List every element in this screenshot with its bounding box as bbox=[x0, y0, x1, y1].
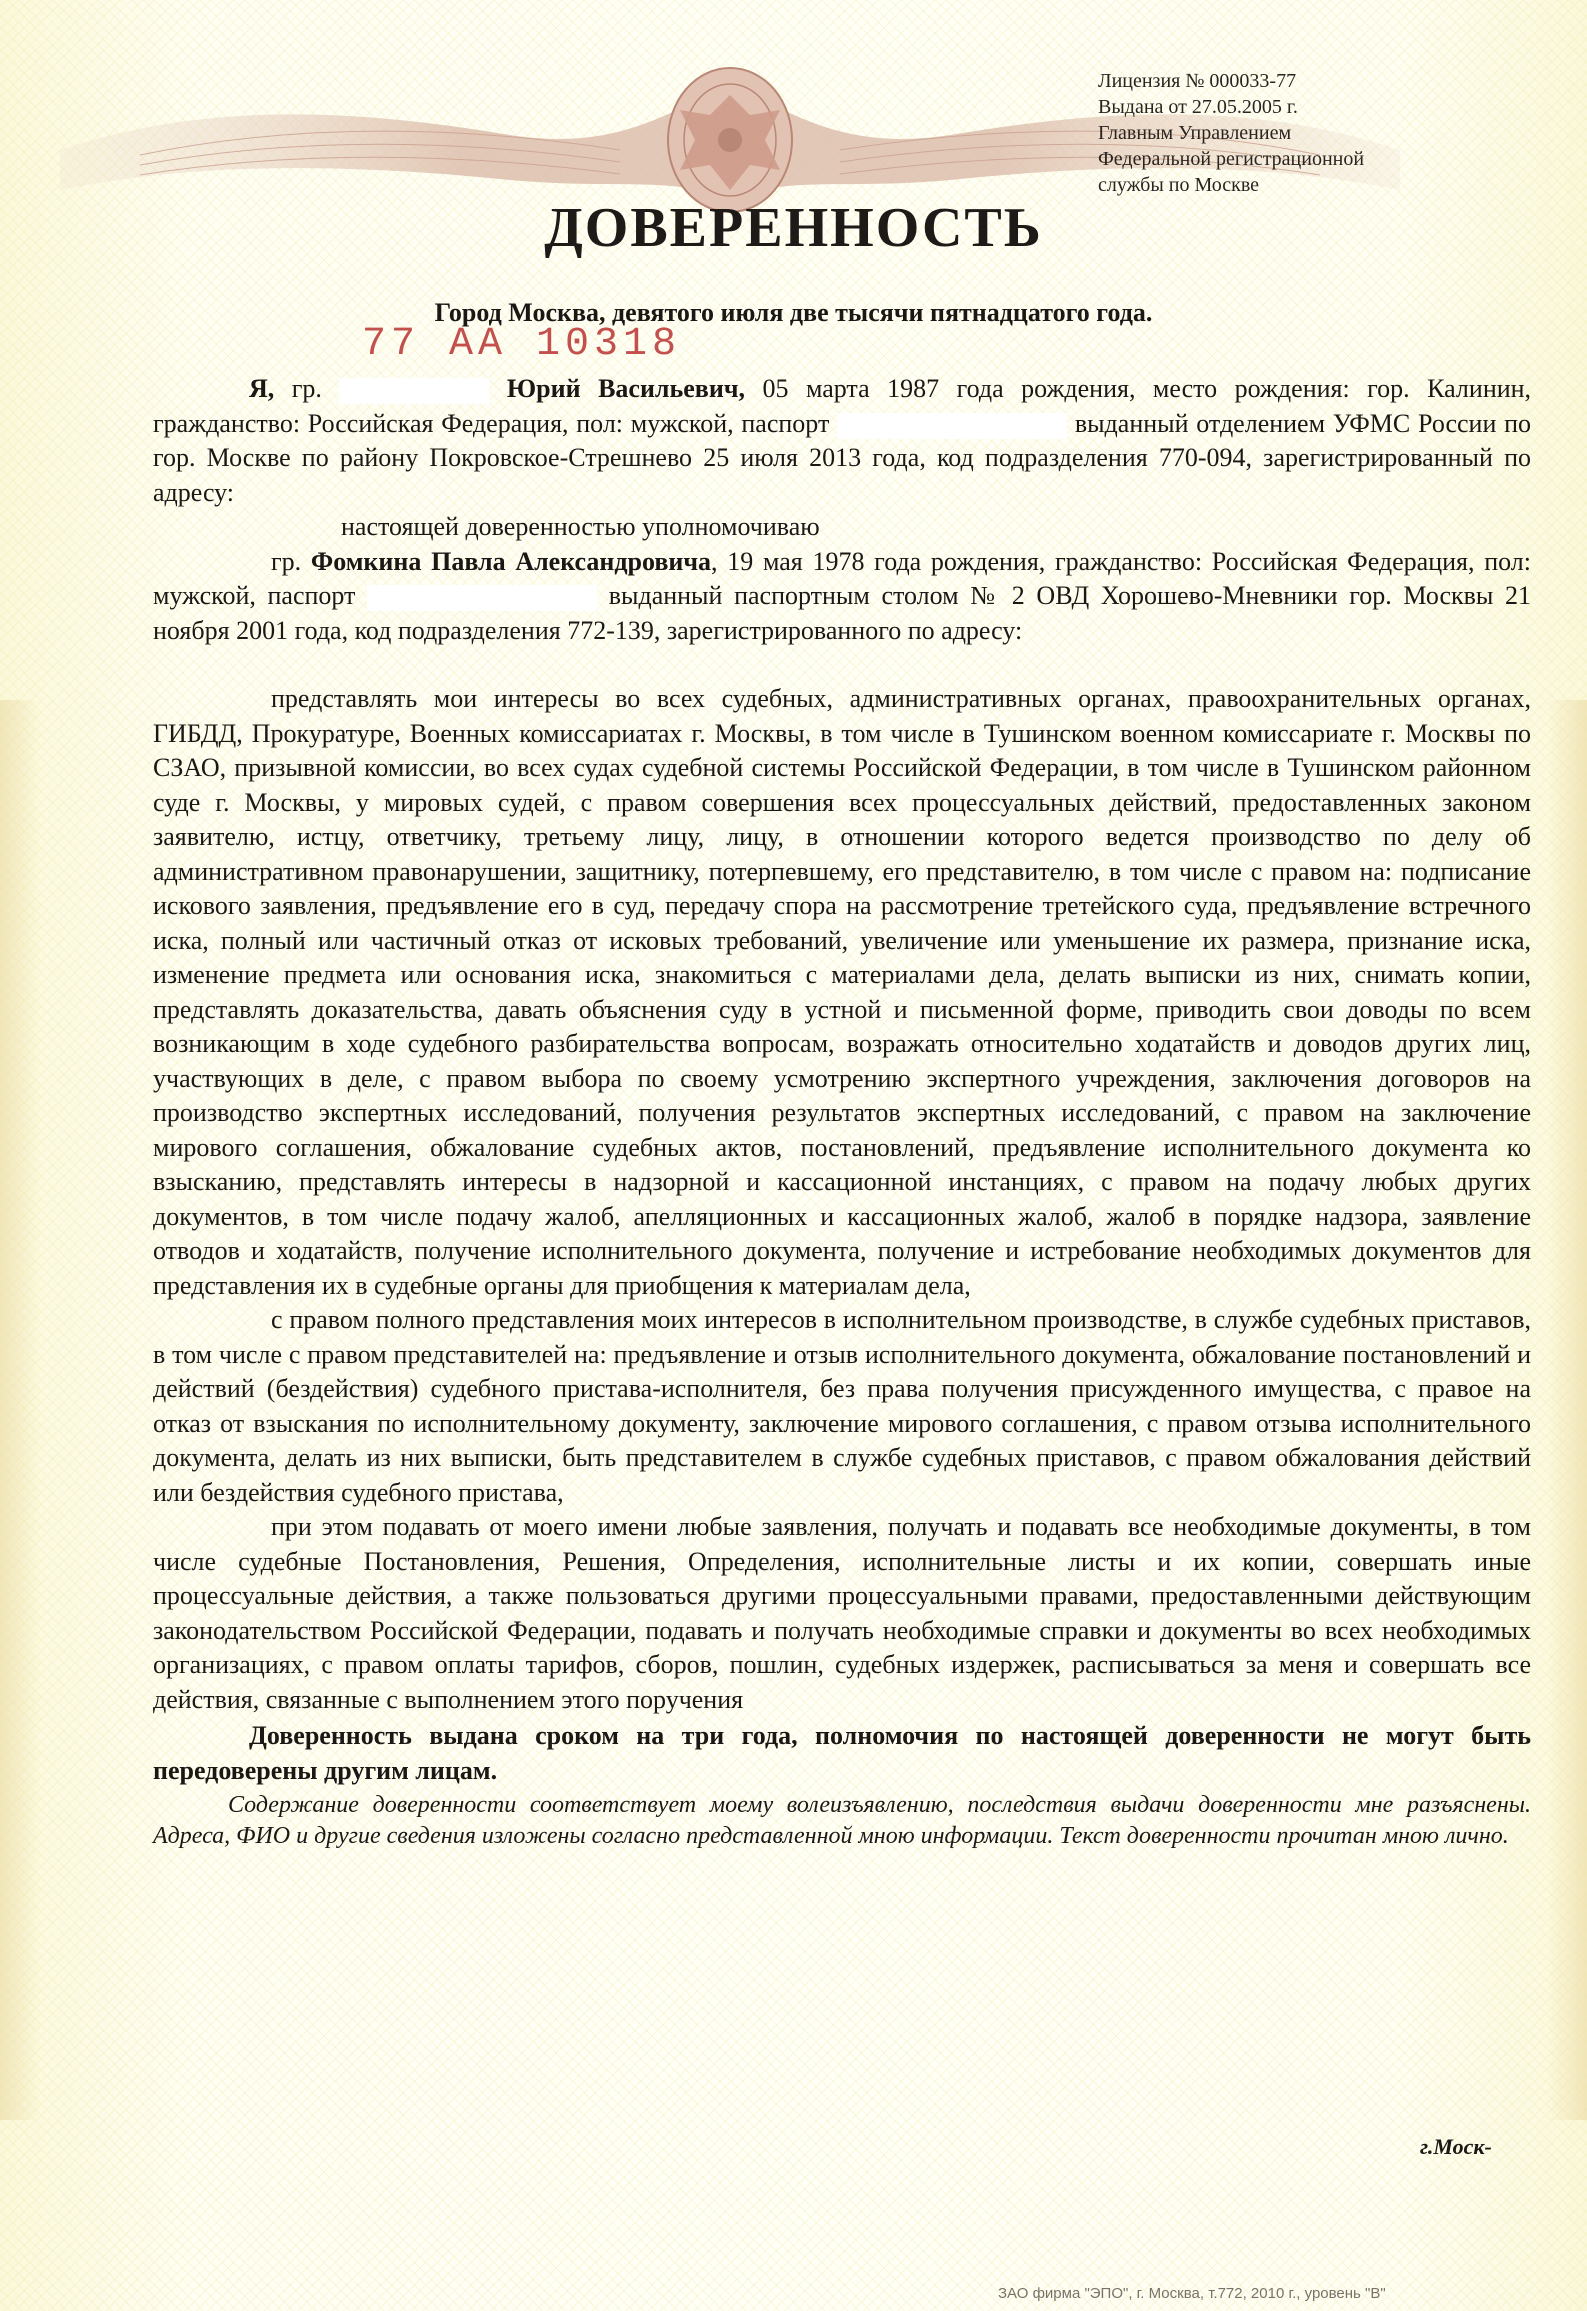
eagle-emblem-icon bbox=[668, 68, 792, 212]
license-block bbox=[1098, 68, 1428, 198]
license-line: Главным Управлением bbox=[1098, 122, 1292, 144]
principal-name: Юрий Васильевич, bbox=[506, 374, 745, 403]
serial-number: 77 АА 10318 bbox=[362, 322, 682, 367]
redacted-passport bbox=[837, 413, 1067, 439]
principal-paragraph: Я, гр. Юрий Васильевич, 05 марта 1987 года рождения, место рождения: гор. Калинин, гражданство: Российская Федерация, пол: мужской, паспорт выданный отделением УФМС России по гор. Москве по району Покровское-Стрешнево 25 июля 2013 года, код подразделения 770-094, зарегистрированный по адресу: bbox=[153, 374, 1532, 507]
license-line: Лицензия № 000033-77 bbox=[1098, 70, 1297, 92]
authorize-line: настоящей доверенностью уполномочиваю bbox=[341, 512, 820, 541]
redacted-surname bbox=[339, 378, 489, 404]
agent-paragraph: гр. Фомкина Павла Александровича, 19 мая 1978 года рождения, гражданство: Российская Федерация, пол: мужской, паспорт выданный паспортным столом № 2 ОВД Хорошево-Мневники гор. Москвы 21 ноября 2001 года, код подразделения 772-139, зарегистрированного по адресу: bbox=[153, 546, 1532, 645]
redacted-passport bbox=[367, 585, 597, 611]
document-title: ДОВЕРЕННОСТЬ bbox=[544, 197, 1043, 259]
redacted-address bbox=[153, 648, 1531, 682]
principal-lead: Я, bbox=[249, 374, 275, 403]
agent-name: Фомкина Павла Александровича bbox=[310, 546, 712, 576]
note-paragraph: Содержание доверенности соответствует моему волеизъявлению, последствия выдачи доверенности мне разъяснены. Адреса, ФИО и другие сведения изложены согласно представленной мною информации. Текст доверенности прочитан мною лично. bbox=[153, 1792, 1531, 1849]
scroll-edge-right bbox=[1547, 700, 1587, 2120]
license-line: службы по Москве bbox=[1098, 174, 1260, 196]
powers-paragraph: при этом подавать от моего имени любые заявления, получать и подавать все необходимые документы, в том числе судебные Постановления, Решения, Определения, исполнительные листы и их копии, совершать иные процессуальные действия, а также пользоваться другими процессуальными правами, предоставленными действующим законодательством Российской Федерации, подавать и получать необходимые справки и документы во всех необходимых организациях, с правом оплаты тарифов, сборов, пошлин, судебных издержек, расписываться за меня и совершать все действия, связанные с выполнением этого поручения bbox=[153, 1512, 1531, 1714]
powers-paragraph: с правом полного представления моих интересов в исполнительном производстве, в службе судебных приставов, в том числе с правом представителей на: предъявление и отзыв исполнительного документа, обжалование постановлений и действий (бездействия) судебного пристава-исполнителя, без права получения присужденного имущества, с правое на отказ от взыскания по исполнительному документу, заключение мирового соглашения, с правом отзыва исполнительного документа, делать из них выписки, быть представителем в службе судебных приставов, с правом обжалования действий или бездействия судебного пристава, bbox=[153, 1305, 1531, 1507]
license-line: Выдана от 27.05.2005 г. bbox=[1098, 96, 1298, 118]
printer-imprint: ЗАО фирма "ЭПО", г. Москва, т.772, 2010 г., уровень "В" bbox=[998, 2285, 1386, 2302]
powers-paragraph: представлять мои интересы во всех судебных, административных органах, правоохранительных органах, ГИБДД, Прокуратуре, Военных комиссариатах г. Москвы, в том числе в Тушинском военном комиссариате г. Москвы по СЗАО, призывной комиссии, во всех судах судебной системы Российской Федерации, в том числе в Тушинском районном суде г. Москвы, у мировых судей, с правом совершения всех процессуальных действий, предоставленных законом заявителю, истцу, ответчику, третьему лицу, лицу, в отношении которого ведется производство по делу об административном правонарушении, защитнику, потерпевшему, его представителю, в том числе с правом на: подписание искового заявления, предъявление его в суд, передачу спора на рассмотрение третейского суда, предъявление встречного иска, полный или частичный отказ от исковых требований, увеличение или уменьшение их размера, признание иска, изменение предмета или основания иска, знакомиться с материалами дела, делать выписки из них, снимать копии, представлять доказательства, давать объяснения суду в устной и письменной форме, приводить свои доводы по всем возникающим в ходе судебного разбирательства вопросам, возражать относительно ходатайств и доводов других лиц, участвующих в деле, с правом выбора по своему усмотрению экспертного учреждения, заключения договоров на производство экспертных исследований, получения результатов экспертных исследований, с правом на заключение мирового соглашения, обжалование судебных актов, постановлений, предъявление исполнительного документа ко взысканию, представлять интересы в надзорной и кассационной инстанциях, с правом на подачу любых других документов, в том числе подачу жалоб, апелляционных и кассационных жалоб, жалоб в порядке надзора, заявление отводов и ходатайств, получение исполнительного документа, получение и истребование необходимых документов для представления их в судебные органы для приобщения к материалам дела, bbox=[153, 684, 1531, 1300]
license-line: Федеральной регистрационной bbox=[1098, 148, 1365, 170]
principal-issued: выданный отделением УФМС России по гор. Москве по району Покровское-Стрешнево 25 июля 2013 года, код подразделения 770-094, зарегистрированный по адресу: bbox=[153, 408, 1532, 507]
city-date-line: Город Москва, девятого июля две тысячи пятнадцатого года. bbox=[434, 298, 1153, 327]
scroll-edge-left bbox=[0, 700, 40, 2120]
document-body bbox=[153, 372, 1531, 1852]
city-continuation: г.Моск- bbox=[1420, 2134, 1492, 2159]
agent-details: , 19 мая 1978 года рождения, гражданство: Российская Федерация, пол: мужской, паспорт bbox=[153, 546, 1531, 610]
term-paragraph: Доверенность выдана сроком на три года, полномочия по настоящей доверенности не могут быть передоверены другим лицам. bbox=[153, 1721, 1531, 1785]
agent-issued: выданный паспортным столом № 2 ОВД Хорошево-Мневники гор. Москвы 21 ноября 2001 года, код подразделения 772-139, зарегистрированного по адресу: bbox=[153, 581, 1532, 645]
principal-details: 05 марта 1987 года рождения, место рождения: гор. Калинин, гражданство: Российская Федерация, пол: мужской, паспорт bbox=[153, 374, 1532, 438]
